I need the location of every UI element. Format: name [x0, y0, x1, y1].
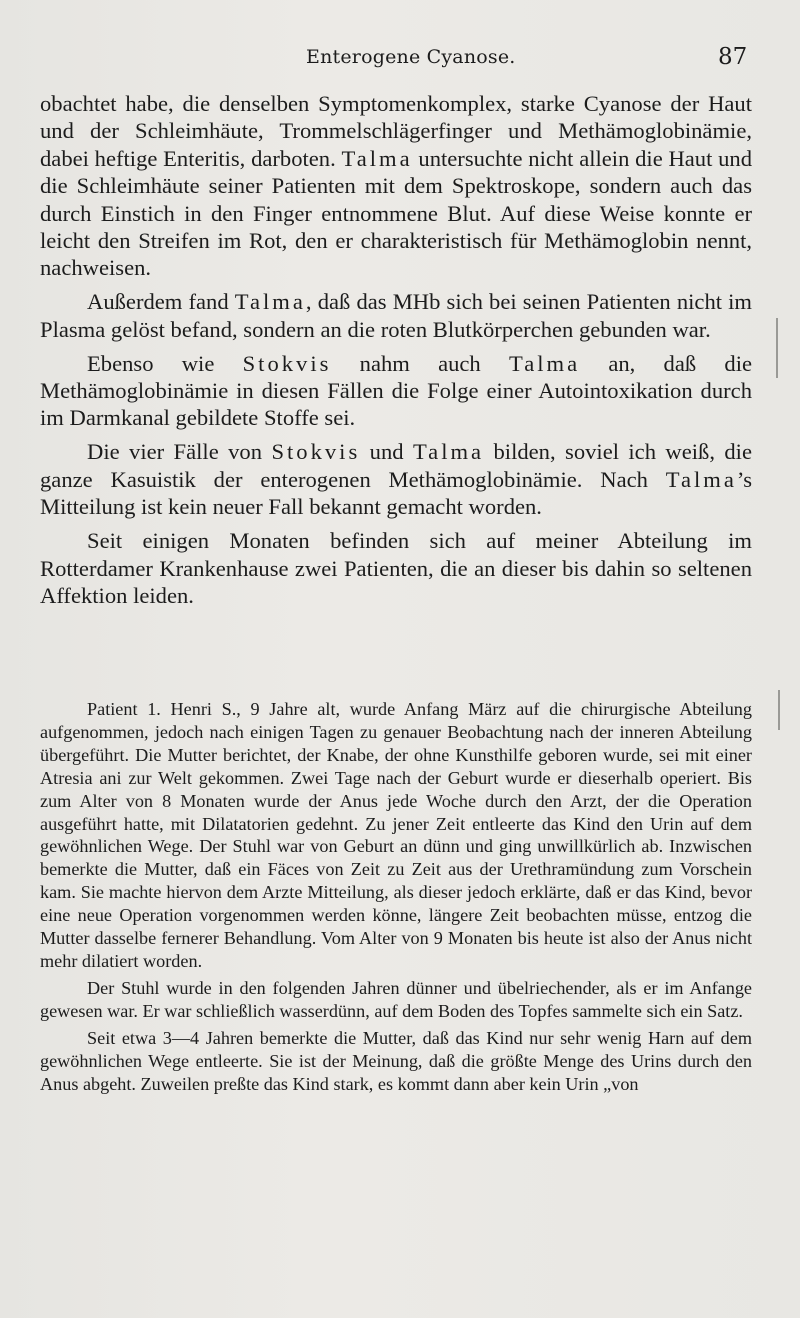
author-name-talma: Talma	[665, 466, 737, 492]
paragraph-3	[40, 350, 752, 432]
paragraph-2-part-a: Außerdem fand	[87, 289, 229, 315]
scan-edge-mark	[778, 690, 780, 730]
author-name-talma: Talma	[508, 350, 581, 376]
paragraph-3-part-a: Ebenso wie	[87, 350, 215, 376]
paragraph-5: Seit einigen Monaten befinden sich auf meiner Abteilung im Rotterdamer Krankenhause zwei Patienten, die an dieser bis dahin so seltenen Affektion leiden.	[40, 528, 752, 608]
case-paragraph-2: Der Stuhl wurde in den folgenden Jahren dünner und übelriechender, als er im Anfange gewesen war. Er war schließlich wasserdünn, auf dem Boden des Topfes sammelte sich ein Satz.	[40, 977, 752, 1021]
scan-edge-mark	[776, 318, 778, 378]
author-name-stokvis: Stokvis	[242, 350, 332, 376]
author-name-stokvis: Stokvis	[271, 439, 361, 465]
paragraph-1	[40, 90, 752, 282]
main-text	[40, 90, 752, 616]
paragraph-4	[40, 438, 752, 520]
paragraph-4-part-b: und	[369, 439, 404, 465]
paragraph-4-part-d: ’s Mitteilung ist kein neuer Fall bekannt gemacht worden.	[40, 466, 752, 520]
author-name-talma: Talma	[412, 439, 485, 465]
paragraph-4-part-c: bilden, soviel ich weiß, die ganze Kasuistik der enterogenen Methämoglobinämie. Nach	[40, 439, 752, 492]
paragraph-3-part-b: nahm auch	[359, 350, 481, 376]
case-report	[40, 698, 752, 1099]
author-name-talma: Talma	[341, 145, 413, 171]
paragraph-2-part-b: , daß das MHb sich bei seinen Patienten nicht im Plasma gelöst befand, sondern an die roten Blutkörperchen gebunden war.	[40, 289, 753, 342]
paragraph-2	[40, 288, 752, 343]
paragraph-4-part-a: Die vier Fälle von	[87, 439, 263, 465]
running-title: Enterogene Cyanose.	[306, 46, 516, 68]
paragraph-3-part-c: an, daß die Methämoglobinämie in diesen Fällen die Folge einer Autointoxikation durch im Darmkanal gebildete Stoffe sei.	[40, 350, 752, 431]
paragraph-1-part-b: untersuchte nicht allein die Haut und die Schleimhäute seiner Patienten mit dem Spektroskope, sondern auch das durch Einstich in den Finger entnommene Blut. Auf diese Weise konnte er leicht den Streifen im Rot, den er charakteristisch für Methämoglobin nennt, nachweisen.	[40, 145, 753, 281]
page-number: 87	[718, 44, 748, 70]
case-paragraph-1: Patient 1. Henri S., 9 Jahre alt, wurde Anfang März auf die chirurgische Abteilung aufgenommen, jedoch nach einigen Tagen zu genauer Beobachtung nach der inneren Abteilung übergeführt. Die Mutter berichtet, der Knabe, der ohne Kunsthilfe geboren wurde, sei mit einer Atresia ani zur Welt gekommen. Zwei Tage nach der Geburt wurde er dieserhalb operiert. Bis zum Alter von 8 Monaten wurde der Anus jede Woche durch den Arzt, der die Operation ausgeführt hatte, mit Dilatatorien gedehnt. Zu jener Zeit entleerte das Kind den Urin auf dem gewöhnlichen Wege. Der Stuhl war von Geburt an dünn und ging unwillkürlich ab. Inzwischen bemerkte die Mutter, daß ein Fäces von Zeit zu Zeit aus der Urethramündung zum Vorschein kam. Sie machte hiervon dem Arzte Mitteilung, als dieser jedoch erklärte, daß er das Kind, bevor eine neue Operation vorgenommen werden könne, längere Zeit beobachten müsse, entzog die Mutter dasselbe fernerer Behandlung. Vom Alter von 9 Monaten bis heute ist also der Anus nicht mehr dilatiert worden.	[40, 699, 752, 971]
case-paragraph-3: Seit etwa 3—4 Jahren bemerkte die Mutter, daß das Kind nur sehr wenig Harn auf dem gewöhnlichen Wege entleerte. Sie ist der Meinung, daß die größte Menge des Urins durch den Anus abgeht. Zuweilen preßte das Kind stark, es kommt dann aber kein Urin „von	[40, 1027, 752, 1094]
paragraph-1-part-a: obachtet habe, die denselben Symptomenkomplex, starke Cyanose der Haut und der Schleimhäute, Trommelschlägerfinger und Methämoglobinämie, dabei heftige Enteritis, darboten.	[40, 91, 752, 171]
page-header	[0, 44, 800, 74]
author-name-talma: Talma	[234, 289, 306, 315]
